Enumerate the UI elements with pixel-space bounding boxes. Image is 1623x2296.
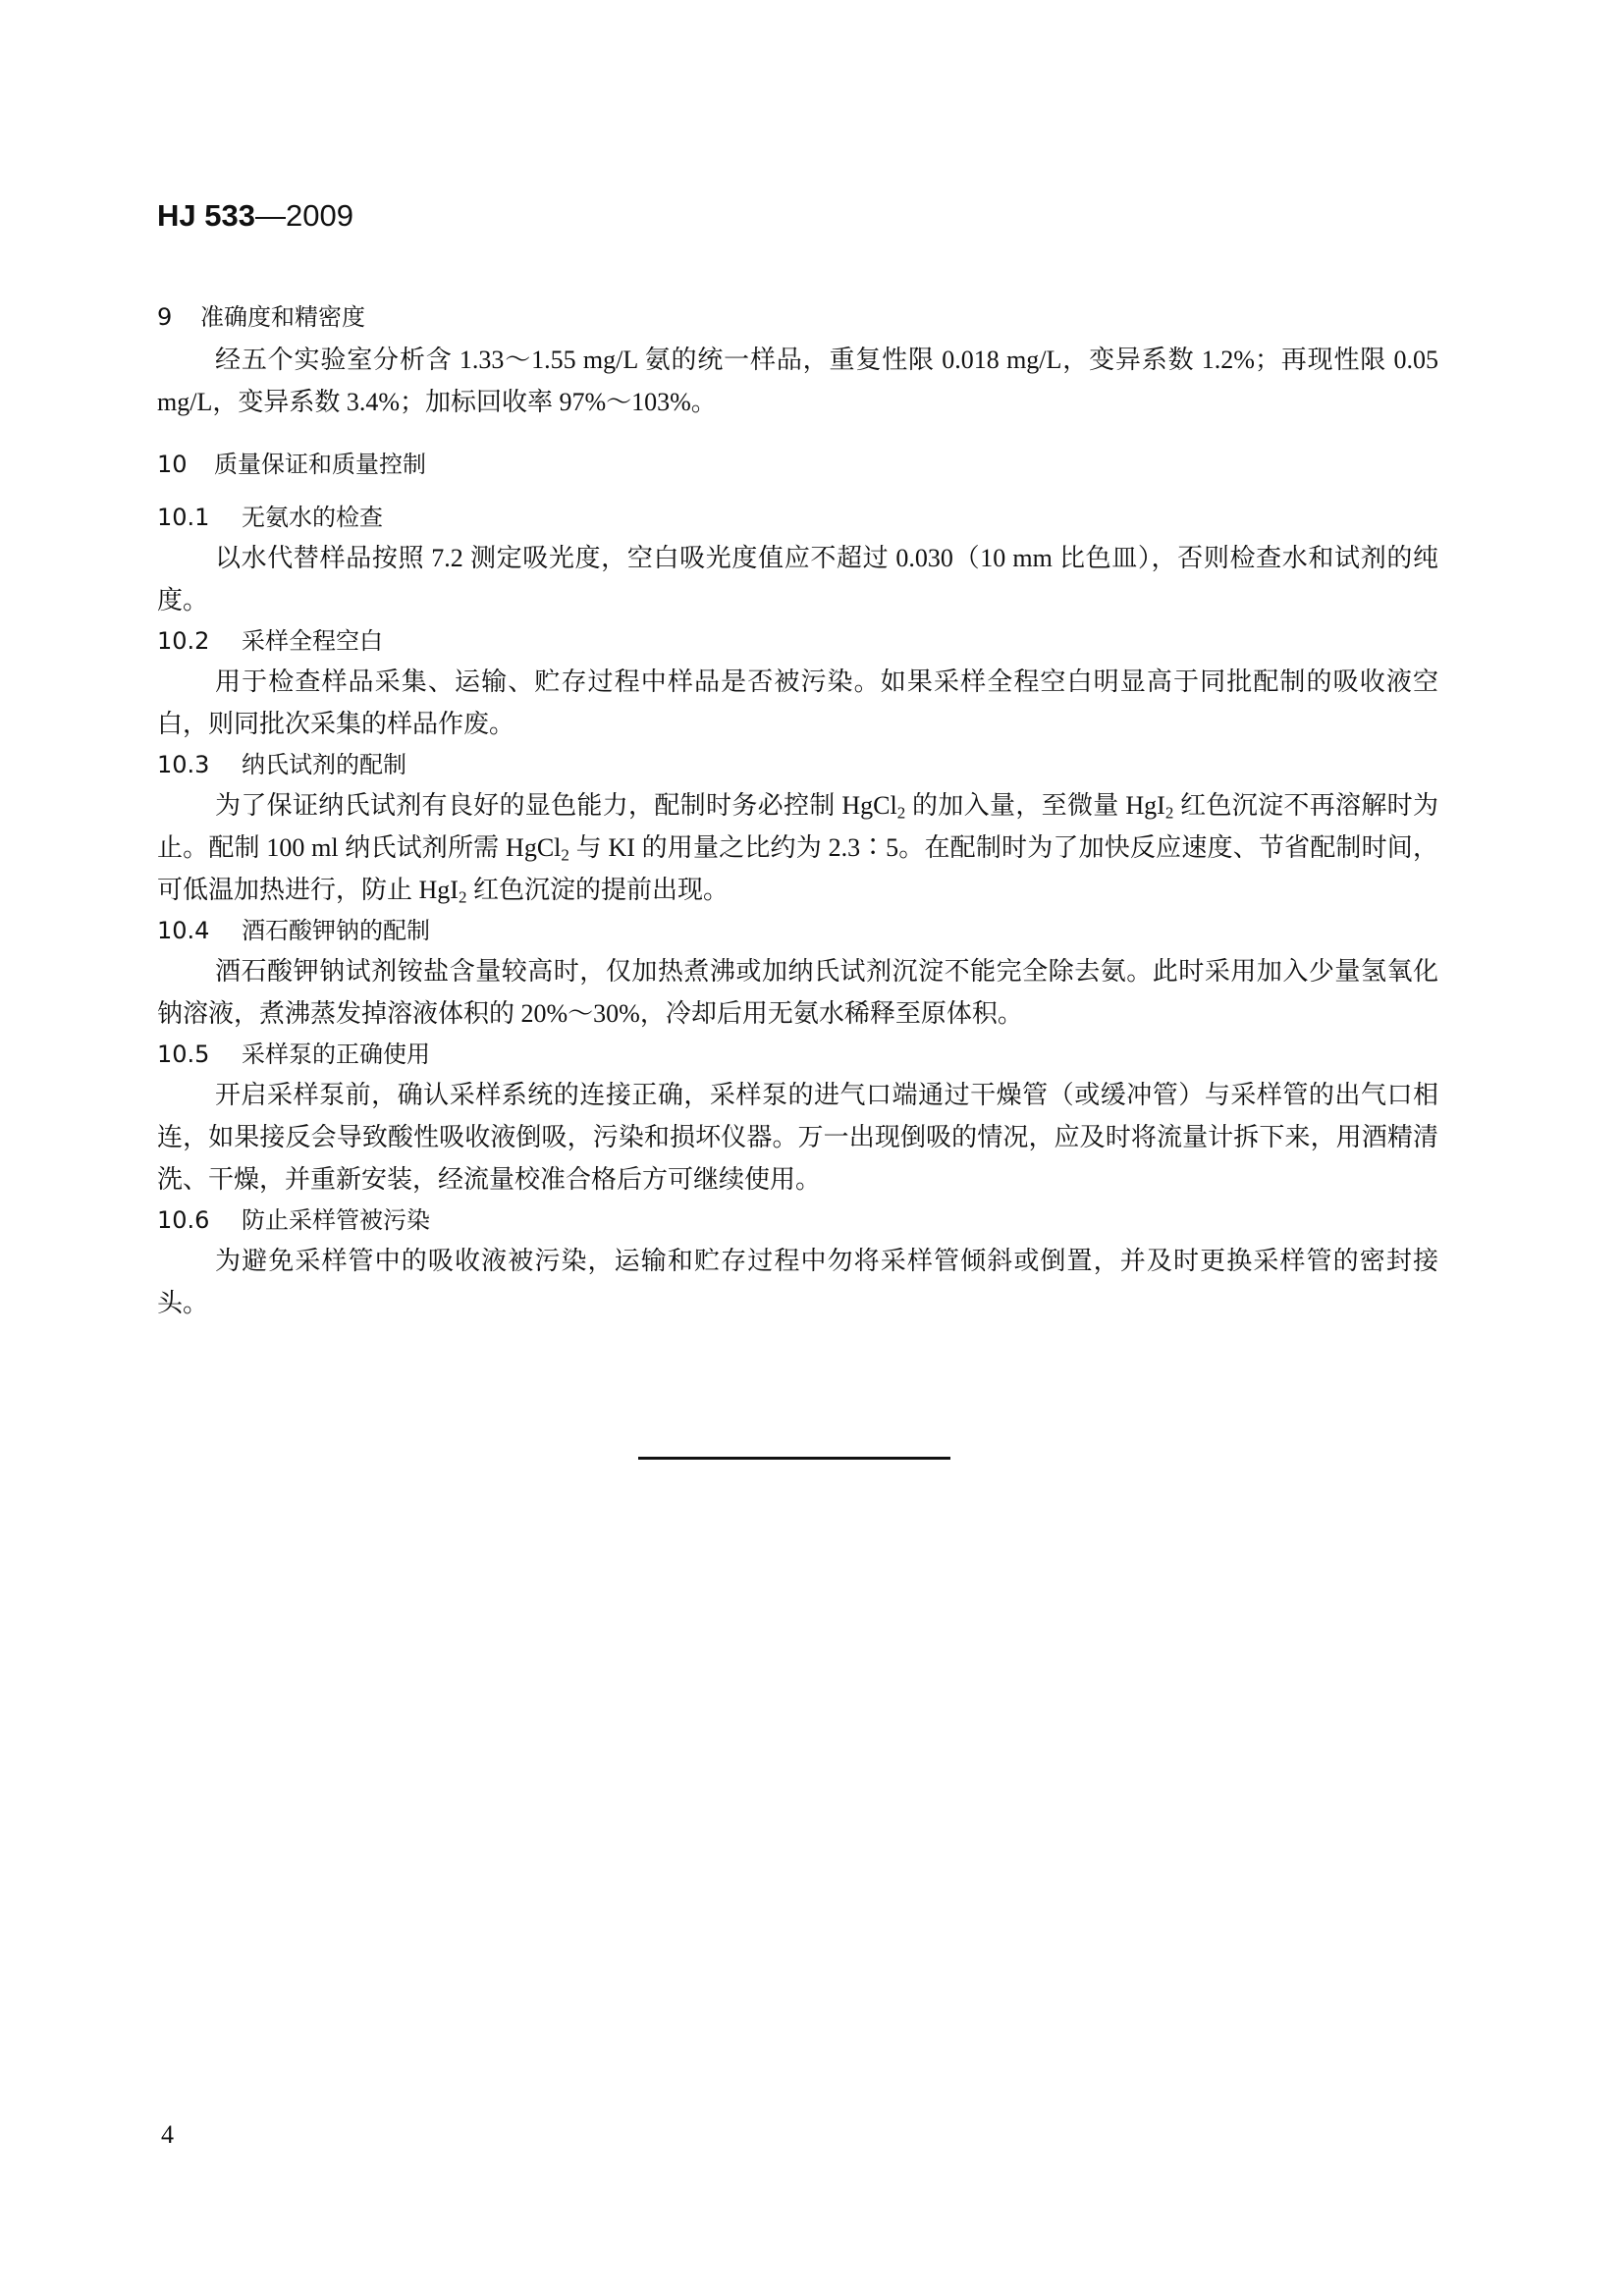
text-run: 红色沉淀的提前出现。 bbox=[466, 876, 729, 904]
text-run: 为了保证纳氏试剂有良好的显色能力，配制时务必控制 HgCl bbox=[215, 791, 897, 820]
section-number: 10 bbox=[157, 451, 188, 478]
subsection-number: 10.5 bbox=[157, 1041, 210, 1068]
subsection-10-3-heading bbox=[157, 745, 1438, 784]
subscript: 2 bbox=[458, 887, 467, 907]
subsection-10-1-paragraph: 以水代替样品按照 7.2 测定吸光度，空白吸光度值应不超过 0.030（10 mm 比色皿），否则检查水和试剂的纯度。 bbox=[157, 544, 1438, 614]
standard-dash: — bbox=[254, 198, 286, 233]
subscript: 2 bbox=[1164, 803, 1174, 823]
subscript: 2 bbox=[896, 803, 906, 823]
subsection-number: 10.6 bbox=[157, 1206, 210, 1234]
subsection-title: 纳氏试剂的配制 bbox=[242, 751, 406, 778]
subsection-10-5-heading bbox=[157, 1035, 1438, 1074]
subsection-number: 10.2 bbox=[157, 627, 210, 655]
subsection-title: 防止采样管被污染 bbox=[242, 1206, 430, 1234]
subsection-10-5-paragraph: 开启采样泵前，确认采样系统的连接正确，采样泵的进气口端通过干燥管（或缓冲管）与采样管的出气口相连，如果接反会导致酸性吸收液倒吸，污染和损坏仪器。万一出现倒吸的情况，应及时将流量计拆下来，用酒精清洗、干燥，并重新安装，经流量校准合格后方可继续使用。 bbox=[157, 1081, 1438, 1194]
section-9-heading bbox=[157, 297, 1438, 337]
subsection-10-1-heading bbox=[157, 498, 1438, 537]
section-title: 质量保证和质量控制 bbox=[214, 451, 426, 478]
standard-id: HJ 533 bbox=[157, 198, 255, 233]
text-run: 红色沉淀不再溶解时为止。配制 100 ml 纳氏试剂所需 HgCl bbox=[157, 791, 1438, 862]
page-number: 4 bbox=[161, 2120, 174, 2149]
subsection-10-4-heading bbox=[157, 911, 1438, 950]
subsection-title: 无氨水的检查 bbox=[242, 504, 383, 531]
subsection-title: 采样泵的正确使用 bbox=[242, 1041, 430, 1068]
section-number: 9 bbox=[157, 303, 173, 331]
subsection-number: 10.1 bbox=[157, 504, 210, 531]
subsection-10-6-heading bbox=[157, 1201, 1438, 1240]
subsection-title: 酒石酸钾钠的配制 bbox=[242, 917, 430, 944]
document-body bbox=[157, 297, 1438, 1324]
end-of-text-rule bbox=[638, 1457, 950, 1460]
subsection-number: 10.4 bbox=[157, 917, 210, 944]
section-9-paragraph: 经五个实验室分析含 1.33～1.55 mg/L 氨的统一样品，重复性限 0.018 mg/L，变异系数 1.2%；再现性限 0.05 mg/L，变异系数 3.4%；加标回收率 97%～103%。 bbox=[157, 346, 1438, 416]
subsection-number: 10.3 bbox=[157, 751, 210, 778]
subsection-10-2-heading bbox=[157, 621, 1438, 661]
subsection-title: 采样全程空白 bbox=[242, 627, 383, 655]
standard-year: 2009 bbox=[285, 198, 353, 233]
subsection-10-2-paragraph: 用于检查样品采集、运输、贮存过程中样品是否被污染。如果采样全程空白明显高于同批配制的吸收液空白，则同批次采集的样品作废。 bbox=[157, 667, 1438, 738]
text-run: 与 KI 的用量之比约为 2.3∶5。在配制时为了加快反应速度、节省配制时间，可低温加热进行，防止 HgI bbox=[157, 833, 1438, 904]
subsection-10-3-paragraph bbox=[157, 784, 1438, 911]
subsection-10-4-paragraph: 酒石酸钾钠试剂铵盐含量较高时，仅加热煮沸或加纳氏试剂沉淀不能完全除去氨。此时采用加入少量氢氧化钠溶液，煮沸蒸发掉溶液体积的 20%～30%，冷却后用无氨水稀释至原体积。 bbox=[157, 957, 1438, 1028]
text-run: 的加入量，至微量 HgI bbox=[905, 791, 1165, 820]
subscript: 2 bbox=[561, 845, 569, 865]
section-10-heading bbox=[157, 445, 1438, 484]
section-title: 准确度和精密度 bbox=[200, 303, 365, 331]
standard-code-header bbox=[157, 196, 353, 236]
subsection-10-6-paragraph: 为避免采样管中的吸收液被污染，运输和贮存过程中勿将采样管倾斜或倒置，并及时更换采样管的密封接头。 bbox=[157, 1247, 1438, 1317]
